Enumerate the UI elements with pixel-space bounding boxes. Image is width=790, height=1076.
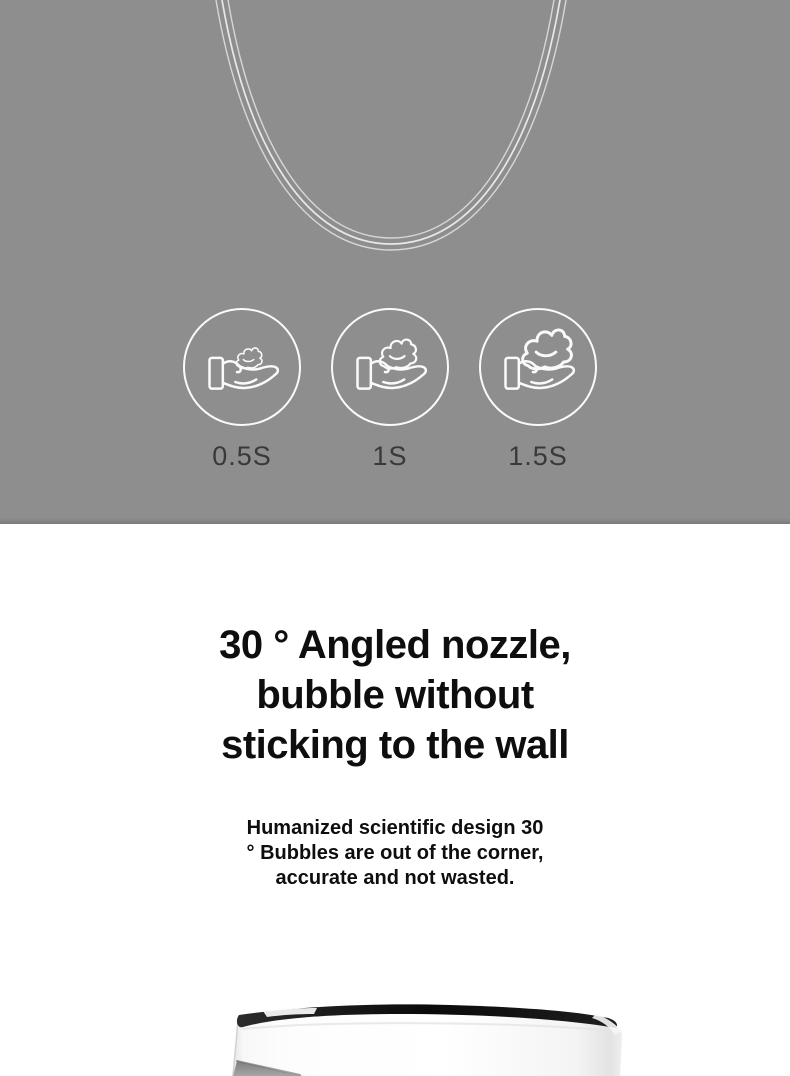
- foam-time-label: 0.5S: [212, 441, 272, 471]
- foam-icon-circle: [331, 308, 449, 426]
- curve-strand: [215, 0, 567, 250]
- foam-time-option-medium: [331, 308, 449, 472]
- description-line: ° Bubbles are out of the corner,: [246, 842, 544, 864]
- hand-foam-icon: [340, 317, 440, 417]
- headline-line: bubble without: [256, 673, 534, 717]
- foam-time-option-small: [183, 308, 301, 472]
- foam-icon-circle: [183, 308, 301, 426]
- foam-time-label: 1S: [372, 441, 408, 471]
- dispenser-body: [232, 1014, 622, 1076]
- foam-time-label: 1.5S: [508, 441, 568, 471]
- hand-foam-icon: [488, 317, 588, 417]
- hand: [210, 358, 278, 389]
- headline-line: 30 ° Angled nozzle,: [219, 623, 571, 667]
- curve-strand: [227, 0, 555, 238]
- foam-time-options: [183, 308, 597, 472]
- feature-description: [0, 816, 790, 891]
- curve-strand: [221, 0, 561, 244]
- feature-headline: [0, 620, 790, 770]
- hand-foam-icon: [192, 317, 292, 417]
- dispenser-product-photo: [0, 1000, 790, 1076]
- foam-icon-circle: [479, 308, 597, 426]
- foam-time-option-large: [479, 308, 597, 472]
- description-line: accurate and not wasted.: [275, 867, 515, 889]
- headline-line: sticking to the wall: [221, 723, 569, 767]
- device-outline-curve: [0, 0, 790, 290]
- description-line: Humanized scientific design 30: [246, 817, 544, 839]
- foam-time-section: [0, 0, 790, 524]
